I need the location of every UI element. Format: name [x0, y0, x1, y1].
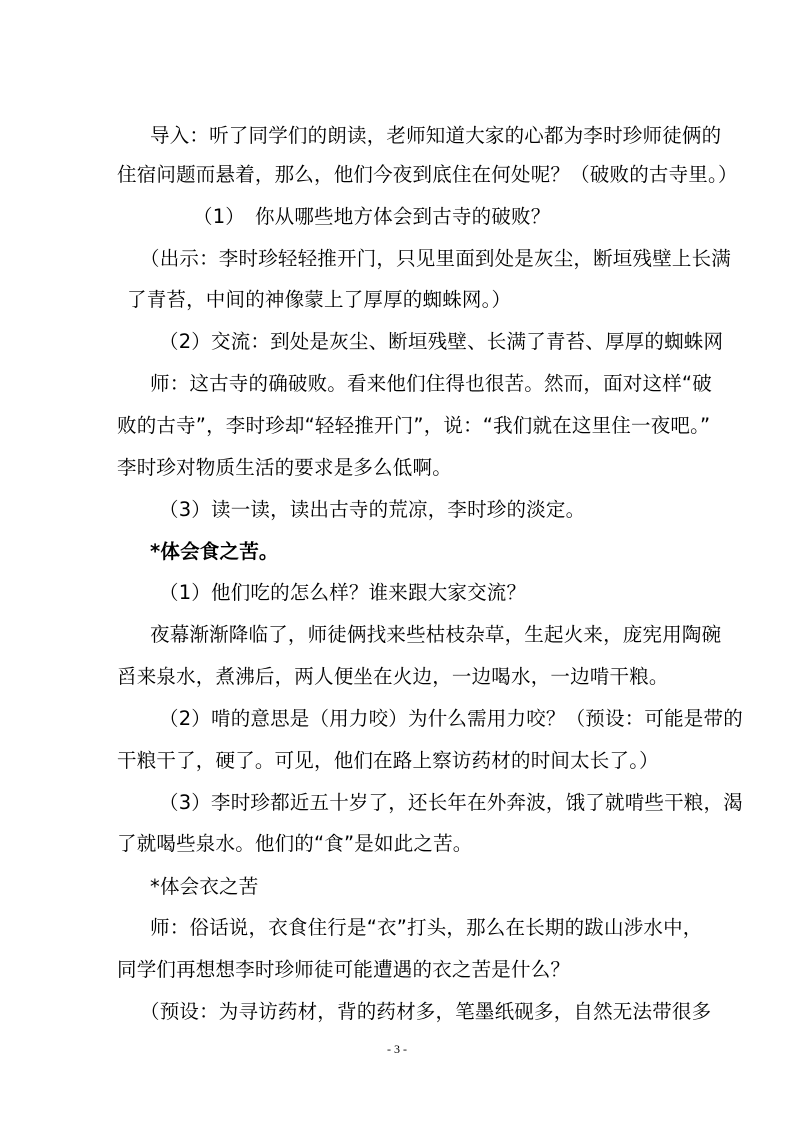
text-line: （1）他们吃的怎么样？谁来跟大家交流？	[159, 581, 527, 604]
section-heading: *体会食之苦。	[150, 540, 279, 563]
text-line: （出示：李时珍轻轻推开门，只见里面到处是灰尘，断垣残壁上长满	[140, 247, 732, 270]
text-line: 干粮干了，硬了。可见，他们在路上察访药材的时间太长了。）	[117, 749, 659, 772]
text-line: 导入：听了同学们的朗读，老师知道大家的心都为李时珍师徒俩的	[150, 124, 722, 147]
text-line: （2）交流：到处是灰尘、断垣残壁、长满了青苔、厚厚的蜘蛛网	[159, 330, 724, 353]
text-line: 舀来泉水，煮沸后，两人便坐在火边，一边喝水，一边啃干粮。	[117, 665, 669, 688]
text-line: 了青苔，中间的神像蒙上了厚厚的蜘蛛网。）	[127, 288, 512, 311]
page-number: - 3 -	[387, 1042, 407, 1056]
text-line: 败的古寺”，李时珍却“轻轻推开门”，说：“我们就在这里住一夜吧。”	[117, 414, 711, 437]
text-line: 同学们再想想李时珍师徒可能遭遇的衣之苦是什么？	[117, 958, 571, 981]
text-line: 师：这古寺的确破败。看来他们住得也很苦。然而，面对这样“破	[150, 372, 712, 395]
text-line: （预设：为寻访药材，背的药材多，笔墨纸砚多，自然无法带很多	[140, 1000, 712, 1023]
section-heading: *体会衣之苦	[150, 875, 259, 898]
text-line: 夜幕渐渐降临了，师徒俩找来些枯枝杂草，生起火来，庞宪用陶碗	[150, 623, 722, 646]
text-line: 住宿问题而悬着，那么，他们今夜到底住在何处呢？（破败的古寺里。）	[117, 163, 738, 186]
text-line: （3）读一读，读出古寺的荒凉，李时珍的淡定。	[159, 498, 586, 521]
text-line: （3）李时珍都近五十岁了，还长年在外奔波，饿了就啃些干粮，渴	[159, 791, 743, 814]
text-line: 李时珍对物质生活的要求是多么低啊。	[117, 456, 452, 479]
text-line: （2）啃的意思是（用力咬）为什么需用力咬？（预设：可能是带的	[159, 707, 743, 730]
text-line: 师：俗话说，衣食住行是“衣”打头，那么在长期的跋山涉水中，	[150, 916, 703, 939]
text-line: 了就喝些泉水。他们的“食”是如此之苦。	[117, 832, 473, 855]
text-line: （1） 你从哪些地方体会到古寺的破败？	[193, 205, 551, 228]
